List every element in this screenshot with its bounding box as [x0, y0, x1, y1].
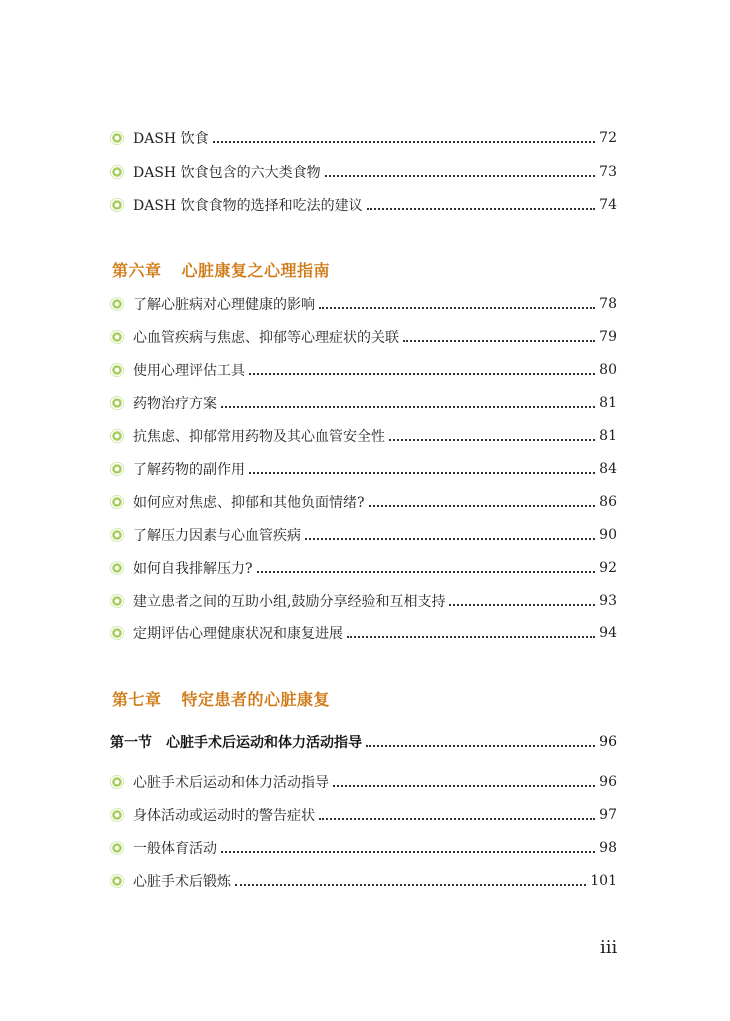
chapter-heading[interactable]	[112, 258, 330, 281]
toc-entry-page: 74	[599, 197, 617, 213]
toc-entry-title: 了解心脏病对心理健康的影响	[133, 297, 315, 313]
ring-bullet-icon	[110, 131, 124, 145]
toc-entry-page: 73	[599, 164, 617, 180]
toc-entry-title: 使用心理评估工具	[133, 363, 245, 379]
toc-entry-title: 定期评估心理健康状况和康复进展	[133, 626, 343, 642]
ring-bullet-icon	[110, 528, 124, 542]
ring-bullet-icon	[110, 874, 124, 888]
ring-bullet-icon	[110, 775, 124, 789]
dot-leader	[403, 340, 595, 342]
toc-entry-title: 抗焦虑、抑郁常用药物及其心血管安全性	[133, 429, 385, 445]
dot-leader	[221, 406, 595, 408]
ring-bullet-icon	[110, 626, 124, 640]
toc-entry-page: 94	[599, 625, 617, 641]
ring-bullet-icon	[110, 396, 124, 410]
chapter-heading[interactable]	[112, 687, 330, 710]
section-page: 96	[599, 734, 617, 750]
ring-bullet-icon	[110, 841, 124, 855]
ring-bullet-icon	[110, 429, 124, 443]
chapter-title: 心脏康复之心理指南	[181, 261, 331, 280]
toc-entry[interactable]	[110, 524, 617, 546]
toc-entry[interactable]	[110, 491, 617, 513]
toc-entry-page: 96	[599, 774, 617, 790]
toc-entry-page: 72	[599, 130, 617, 146]
toc-entry-title: 了解药物的副作用	[133, 462, 245, 478]
toc-entry-title: 一般体育活动	[133, 841, 217, 857]
toc-entry-page: 101	[590, 873, 617, 889]
ring-bullet-icon	[110, 594, 124, 608]
dot-leader	[319, 307, 595, 309]
dot-leader	[367, 208, 596, 210]
toc-entry[interactable]	[110, 425, 617, 447]
chapter-number: 第六章	[112, 261, 162, 280]
chapter-title: 特定患者的心脏康复	[181, 690, 331, 709]
dot-leader	[366, 745, 595, 747]
toc-entry[interactable]	[110, 771, 617, 793]
dot-leader	[389, 439, 595, 441]
toc-entry-title: 药物治疗方案	[133, 396, 217, 412]
toc-entry[interactable]	[110, 870, 617, 892]
toc-entry-page: 79	[599, 329, 617, 345]
toc-entry-title: DASH 饮食食物的选择和吃法的建议	[133, 198, 363, 214]
toc-entry[interactable]	[110, 622, 617, 644]
toc-entry[interactable]	[110, 359, 617, 381]
ring-bullet-icon	[110, 198, 124, 212]
toc-entry-page: 90	[599, 527, 617, 543]
toc-entry[interactable]	[110, 127, 617, 149]
toc-entry-page: 81	[599, 395, 617, 411]
toc-entry[interactable]	[110, 557, 617, 579]
dot-leader	[325, 175, 596, 177]
toc-entry-page: 98	[599, 840, 617, 856]
section-entry[interactable]	[110, 731, 617, 753]
dot-leader	[305, 538, 595, 540]
toc-entry[interactable]	[110, 590, 617, 612]
dot-leader	[319, 818, 595, 820]
section-title: 心脏手术后运动和体力活动指导	[166, 735, 362, 751]
toc-entry-page: 78	[599, 296, 617, 312]
toc-entry[interactable]	[110, 804, 617, 826]
dot-leader	[235, 884, 586, 886]
dot-leader	[369, 505, 596, 507]
toc-entry-page: 86	[599, 494, 617, 510]
toc-entry-title: DASH 饮食	[133, 131, 209, 147]
dot-leader	[221, 851, 595, 853]
toc-entry-title: 如何自我排解压力?	[133, 561, 253, 577]
ring-bullet-icon	[110, 297, 124, 311]
ring-bullet-icon	[110, 495, 124, 509]
ring-bullet-icon	[110, 808, 124, 822]
toc-entry-title: 如何应对焦虑、抑郁和其他负面情绪?	[133, 495, 365, 511]
toc-entry[interactable]	[110, 458, 617, 480]
toc-entry-page: 97	[599, 807, 617, 823]
dot-leader	[257, 571, 596, 573]
toc-entry-title: 身体活动或运动时的警告症状	[133, 808, 315, 824]
toc-entry-page: 92	[599, 560, 617, 576]
toc-entry[interactable]	[110, 161, 617, 183]
toc-entry-page: 81	[599, 428, 617, 444]
chapter-number: 第七章	[112, 690, 162, 709]
dot-leader	[249, 373, 595, 375]
ring-bullet-icon	[110, 165, 124, 179]
toc-entry-page: 84	[599, 461, 617, 477]
toc-entry[interactable]	[110, 293, 617, 315]
toc-entry[interactable]	[110, 392, 617, 414]
toc-entry-title: 心脏手术后运动和体力活动指导	[133, 775, 329, 791]
toc-entry[interactable]	[110, 194, 617, 216]
dot-leader	[347, 636, 595, 638]
toc-entry-title: DASH 饮食包含的六大类食物	[133, 165, 321, 181]
page-number: iii	[600, 937, 618, 958]
dot-leader	[449, 604, 595, 606]
dot-leader	[333, 785, 595, 787]
toc-entry-title: 心血管疾病与焦虑、抑郁等心理症状的关联	[133, 330, 399, 346]
ring-bullet-icon	[110, 330, 124, 344]
ring-bullet-icon	[110, 462, 124, 476]
toc-entry-page: 93	[599, 593, 617, 609]
section-number: 第一节	[110, 735, 152, 751]
toc-entry[interactable]	[110, 326, 617, 348]
toc-entry-title: 了解压力因素与心血管疾病	[133, 528, 301, 544]
toc-entry[interactable]	[110, 837, 617, 859]
ring-bullet-icon	[110, 561, 124, 575]
dot-leader	[213, 141, 596, 143]
dot-leader	[249, 472, 595, 474]
toc-entry-page: 80	[599, 362, 617, 378]
toc-entry-title: 建立患者之间的互助小组,鼓励分享经验和互相支持	[133, 594, 446, 610]
toc-entry-title: 心脏手术后锻炼	[133, 874, 231, 890]
ring-bullet-icon	[110, 363, 124, 377]
